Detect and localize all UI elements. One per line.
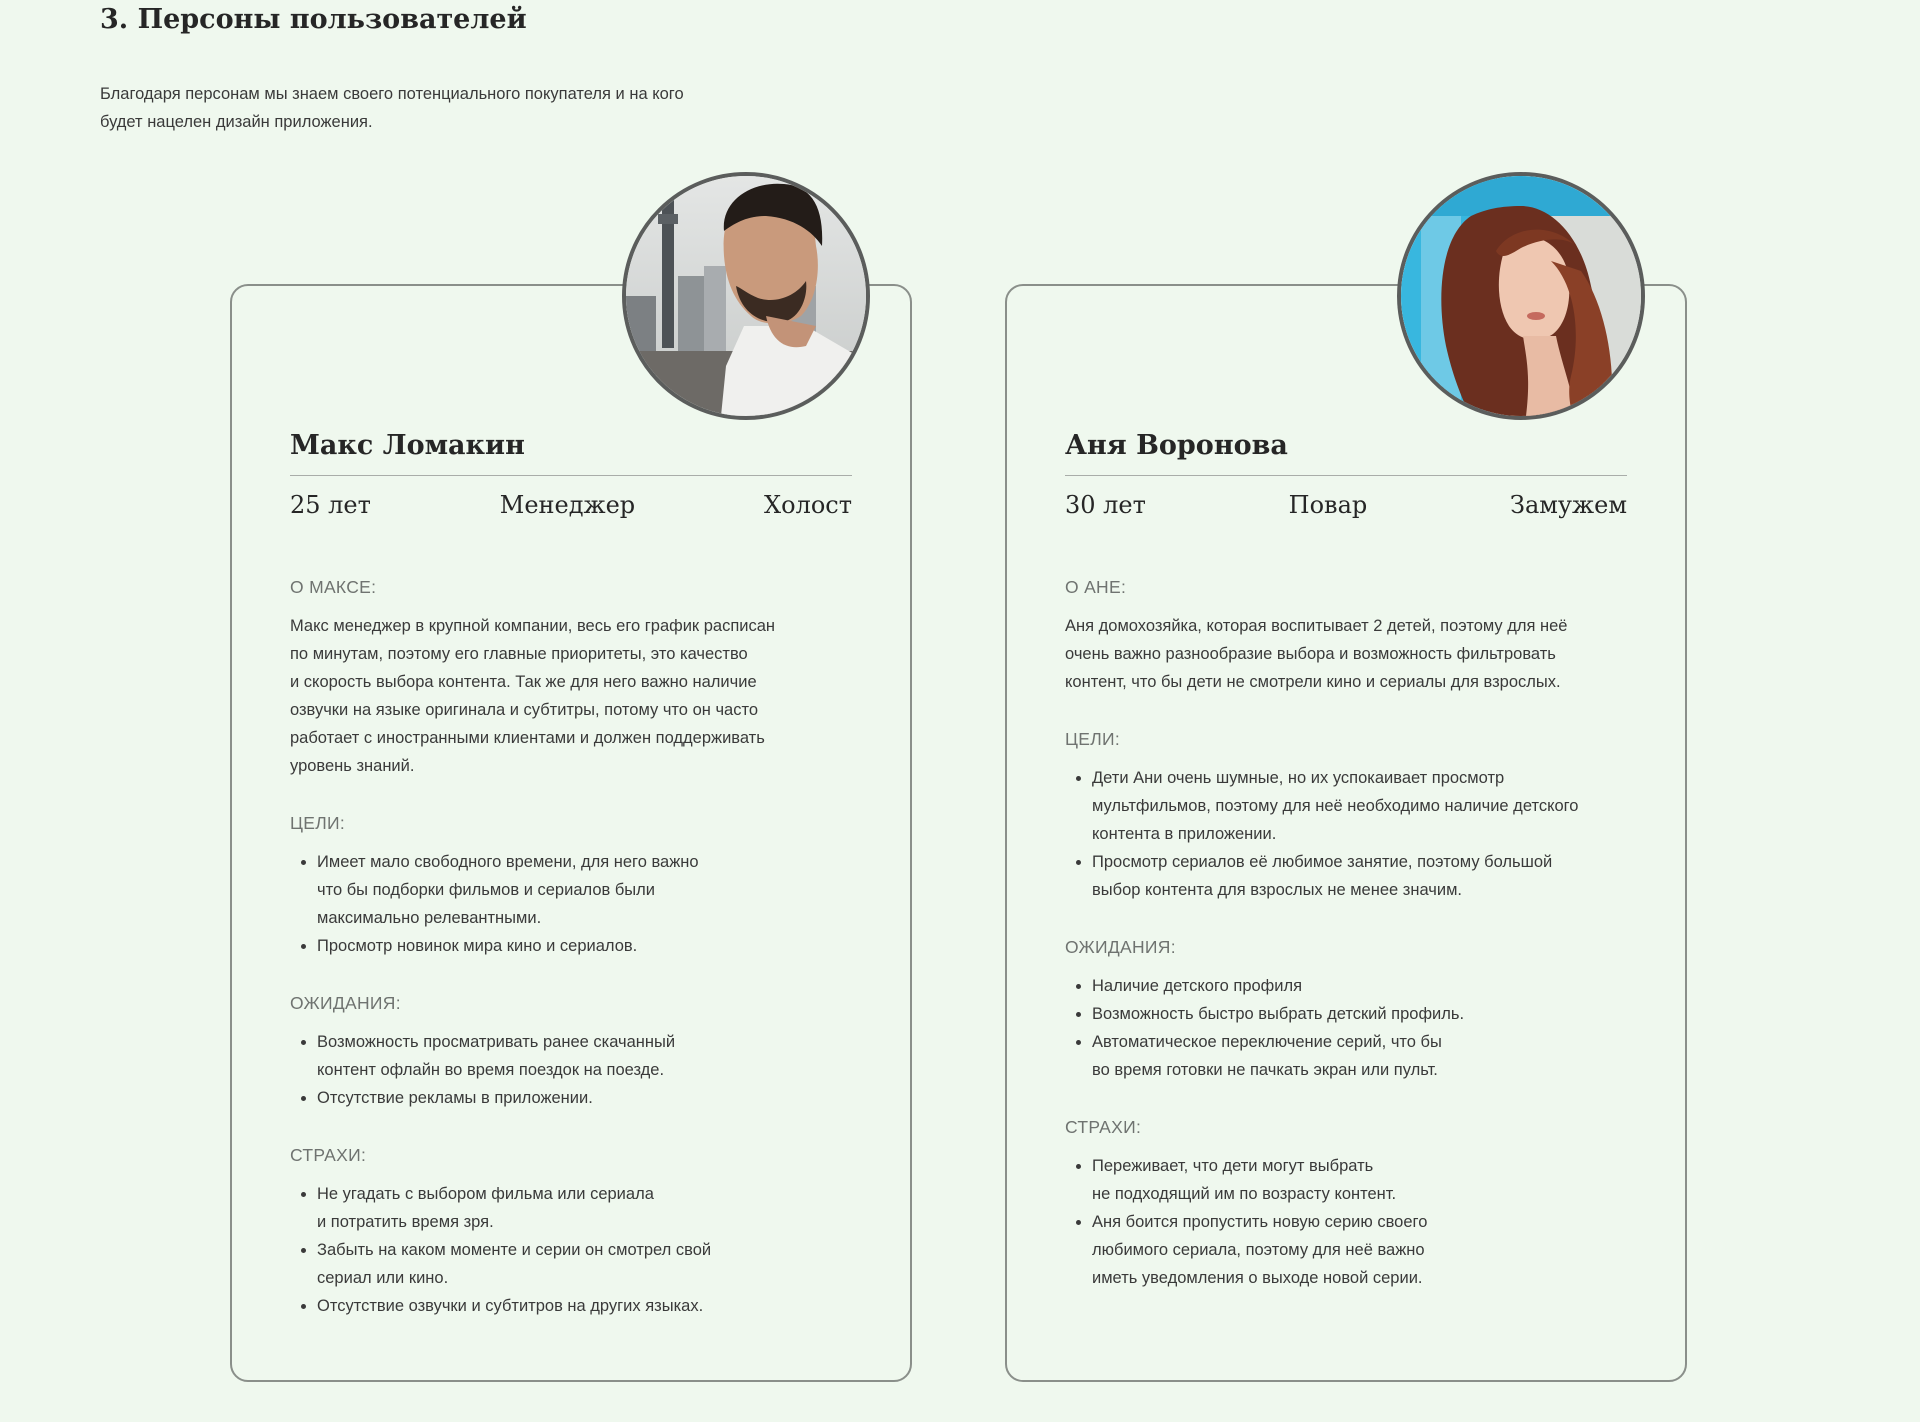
list-item-line: максимально релевантными. <box>317 909 542 927</box>
goals-list <box>1065 764 1627 904</box>
list-item-line: и потратить время зря. <box>317 1213 494 1231</box>
list-item <box>317 1180 852 1236</box>
about-line: работает с иностранными клиентами и должен поддерживать <box>290 729 765 747</box>
persona-facts <box>1065 490 1627 520</box>
list-item <box>317 1028 852 1084</box>
list-item-line: Отсутствие рекламы в приложении. <box>317 1089 593 1107</box>
list-item <box>317 1236 852 1292</box>
persona-name: Макс Ломакин <box>290 429 852 476</box>
avatar-anya-photo <box>1397 172 1645 420</box>
list-item <box>317 1084 852 1112</box>
persona-status: Холост <box>764 491 852 519</box>
persona-card-anya <box>1005 284 1687 1382</box>
expectations-label: ОЖИДАНИЯ: <box>290 993 401 1013</box>
portrait-man-image <box>626 176 866 416</box>
intro-line: будет нацелен дизайн приложения. <box>100 113 373 131</box>
list-item-line: Возможность просматривать ранее скачанный <box>317 1033 676 1051</box>
list-item-line: контент офлайн во время поездок на поезде. <box>317 1061 665 1079</box>
goals-label: ЦЕЛИ: <box>1065 729 1121 749</box>
expectations-label: ОЖИДАНИЯ: <box>1065 937 1176 957</box>
list-item-line: Аня боится пропустить новую серию своего <box>1092 1213 1428 1231</box>
about-text <box>290 612 852 780</box>
persona-card-max <box>230 284 912 1382</box>
about-line: Аня домохозяйка, которая воспитывает 2 детей, поэтому для неё <box>1065 617 1568 635</box>
list-item-line: Отсутствие озвучки и субтитров на других языках. <box>317 1297 704 1315</box>
list-item-line: во время готовки не пачкать экран или пульт. <box>1092 1061 1438 1079</box>
persona-age: 25 лет <box>290 491 371 519</box>
list-item-line: Переживает, что дети могут выбрать <box>1092 1157 1374 1175</box>
list-item-line: Просмотр новинок мира кино и сериалов. <box>317 937 638 955</box>
persona-content <box>1065 429 1627 1292</box>
list-item-line: Имеет мало свободного времени, для него важно <box>317 853 699 871</box>
about-line: уровень знаний. <box>290 757 415 775</box>
list-item-line: Не угадать с выбором фильма или сериала <box>317 1185 654 1203</box>
list-item-line: выбор контента для взрослых не менее значим. <box>1092 881 1463 899</box>
about-label: О МАКСЕ: <box>290 577 377 597</box>
persona-status: Замужем <box>1510 491 1627 519</box>
about-line: контент, что бы дети не смотрели кино и сериалы для взрослых. <box>1065 673 1561 691</box>
list-item-line: Просмотр сериалов её любимое занятие, поэтому большой <box>1092 853 1553 871</box>
about-line: Макс менеджер в крупной компании, весь его график расписан <box>290 617 776 635</box>
fears-label: СТРАХИ: <box>290 1145 367 1165</box>
persona-facts <box>290 490 852 520</box>
list-item-line: Возможность быстро выбрать детский профиль. <box>1092 1005 1465 1023</box>
persona-job: Менеджер <box>499 491 636 519</box>
list-item-line: сериал или кино. <box>317 1269 449 1287</box>
persona-age: 30 лет <box>1065 491 1146 519</box>
list-item-line: контента в приложении. <box>1092 825 1277 843</box>
section-intro <box>100 80 780 136</box>
expectations-list <box>290 1028 852 1112</box>
persona-content <box>290 429 852 1320</box>
expectations-list <box>1065 972 1627 1084</box>
persona-job: Повар <box>1288 491 1368 519</box>
list-item <box>1092 1208 1627 1292</box>
list-item-line: Автоматическое переключение серий, что бы <box>1092 1033 1442 1051</box>
fears-list <box>1065 1152 1627 1292</box>
goals-list <box>290 848 852 960</box>
portrait-woman-image <box>1401 176 1641 416</box>
list-item-line: мультфильмов, поэтому для неё необходимо наличие детского <box>1092 797 1579 815</box>
list-item-line: Дети Ани очень шумные, но их успокаивает просмотр <box>1092 769 1505 787</box>
about-line: и скорость выбора контента. Так же для него важно наличие <box>290 673 757 691</box>
list-item-line: что бы подборки фильмов и сериалов были <box>317 881 656 899</box>
list-item-line: любимого сериала, поэтому для неё важно <box>1092 1241 1425 1259</box>
about-line: озвучки на языке оригинала и субтитры, потому что он часто <box>290 701 759 719</box>
list-item-line: Наличие детского профиля <box>1092 977 1303 995</box>
fears-list <box>290 1180 852 1320</box>
fears-label: СТРАХИ: <box>1065 1117 1142 1137</box>
list-item <box>317 932 852 960</box>
about-text <box>1065 612 1627 696</box>
goals-label: ЦЕЛИ: <box>290 813 346 833</box>
list-item <box>317 1292 852 1320</box>
list-item <box>317 848 852 932</box>
list-item-line: Забыть на каком моменте и серии он смотрел свой <box>317 1241 712 1259</box>
list-item-line: не подходящий им по возрасту контент. <box>1092 1185 1397 1203</box>
about-line: по минутам, поэтому его главные приоритеты, это качество <box>290 645 748 663</box>
list-item <box>1092 848 1627 904</box>
intro-line: Благодаря персонам мы знаем своего потенциального покупателя и на кого <box>100 85 684 103</box>
list-item <box>1092 764 1627 848</box>
list-item <box>1092 1028 1627 1084</box>
persona-name: Аня Воронова <box>1065 429 1627 476</box>
list-item <box>1092 1000 1627 1028</box>
list-item <box>1092 972 1627 1000</box>
about-label: О АНЕ: <box>1065 577 1127 597</box>
section-title: 3. Персоны пользователей <box>100 4 527 35</box>
list-item <box>1092 1152 1627 1208</box>
avatar-max-photo <box>622 172 870 420</box>
about-line: очень важно разнообразие выбора и возможность фильтровать <box>1065 645 1556 663</box>
list-item-line: иметь уведомления о выходе новой серии. <box>1092 1269 1423 1287</box>
